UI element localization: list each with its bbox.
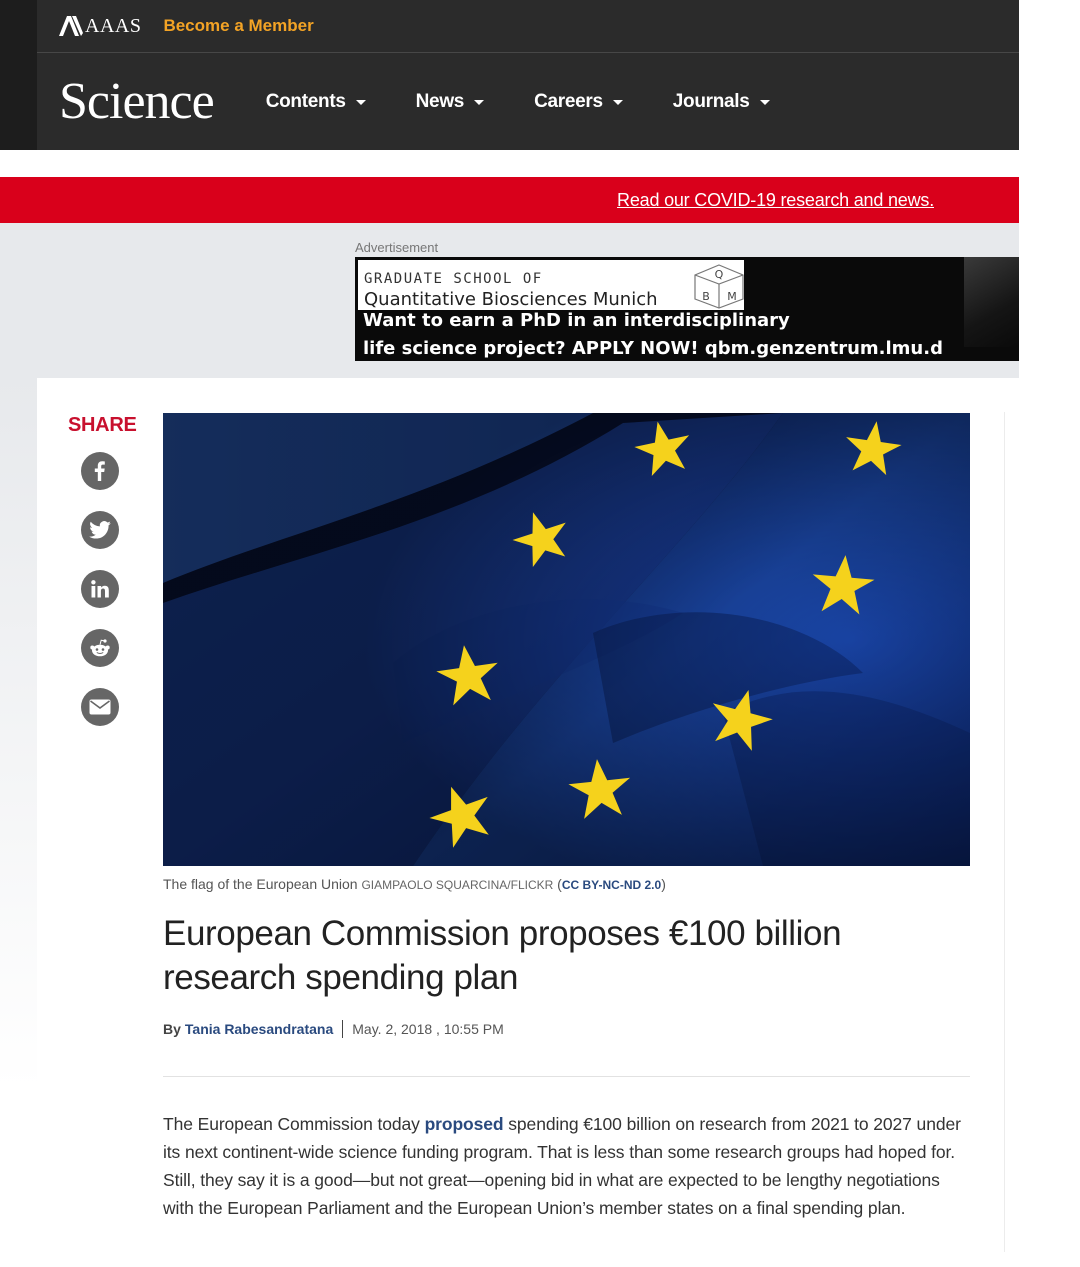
share-reddit-button[interactable] [81, 629, 119, 667]
nav-journals[interactable] [673, 91, 770, 113]
hero-image [163, 413, 970, 866]
qbm-cube-icon [691, 263, 747, 309]
ad-school-line: GRADUATE SCHOOL OF [364, 271, 543, 287]
nav-news-label: News [415, 91, 465, 112]
caption-text: The flag of the European Union [163, 876, 358, 892]
aaas-mark-icon [59, 16, 83, 36]
ad-institute-line: Quantitative Biosciences Munich [364, 289, 658, 310]
photo-credit: GIAMPAOLO SQUARCINA/FLICKR [361, 878, 554, 892]
publish-date: May. 2, 2018 , 10:55 PM [352, 1021, 504, 1037]
linkedin-icon [90, 579, 110, 599]
author-link[interactable]: Tania Rabesandratana [184, 1021, 334, 1037]
nav-journals-label: Journals [672, 91, 750, 112]
share-title: SHARE [68, 414, 137, 436]
byline-separator [342, 1020, 343, 1038]
ad-text-line-1: Want to earn a PhD in an interdisciplinary [363, 310, 790, 331]
aaas-logo[interactable] [59, 15, 141, 38]
image-caption [163, 876, 666, 892]
license-close: ) [661, 876, 666, 892]
nav-careers-label: Careers [534, 91, 603, 112]
nav-careers[interactable] [534, 91, 623, 113]
license-open: ( [553, 876, 562, 892]
email-icon [89, 699, 111, 715]
proposed-link[interactable]: proposed [424, 1114, 504, 1134]
byline [163, 1020, 504, 1038]
eu-flag-image [163, 413, 970, 866]
chevron-down-icon [613, 100, 623, 105]
share-linkedin-button[interactable] [81, 570, 119, 608]
advertisement-banner[interactable] [355, 257, 1019, 361]
article-body [163, 1110, 968, 1222]
cube-letter-right: M [727, 290, 737, 303]
share-email-button[interactable] [81, 688, 119, 726]
body-text-rest: spending €100 billion on research from 2021 to 2027 under its next continent-wide science funding program. That is less than some research groups had hoped for. Still, they say it is a good—but not great—opening bid in what are expected to be lengthy negotiations with the European Parliament and the European Union’s member states on a final spending plan. [163, 1114, 961, 1218]
article-headline: European Commission proposes €100 billion research spending plan [163, 914, 842, 997]
chevron-down-icon [760, 100, 770, 105]
become-member-link[interactable]: Become a Member [163, 16, 314, 35]
body-text-start: The European Commission today [163, 1114, 425, 1134]
aaas-label: AAAS [85, 14, 142, 37]
by-label: By [163, 1021, 181, 1037]
chevron-down-icon [474, 100, 484, 105]
covid-banner [0, 177, 1019, 223]
page-gutter [0, 0, 37, 150]
nav-contents[interactable] [266, 91, 366, 113]
covid-link[interactable]: Read our COVID-19 research and news. [617, 189, 934, 210]
advertisement-label: Advertisement [355, 240, 439, 255]
nav-news[interactable] [416, 91, 484, 113]
share-twitter-button[interactable] [81, 511, 119, 549]
facebook-icon [90, 461, 110, 481]
top-bar [37, 0, 1019, 53]
main-nav-bar [37, 54, 1019, 150]
nav-contents-label: Contents [265, 91, 346, 112]
ad-logo-panel [358, 260, 744, 310]
reddit-icon [89, 638, 111, 658]
license-link[interactable]: CC BY-NC-ND 2.0 [561, 878, 662, 892]
share-facebook-button[interactable] [81, 452, 119, 490]
twitter-icon [89, 521, 111, 539]
article-divider [163, 1076, 970, 1077]
ad-photo [964, 257, 1019, 347]
ad-text-line-2: life science project? APPLY NOW! qbm.genzentrum.lmu.d [363, 338, 943, 359]
cube-letter-top: Q [714, 268, 724, 281]
cube-letter-left: B [702, 290, 710, 303]
site-header [37, 0, 1019, 150]
chevron-down-icon [356, 100, 366, 105]
column-divider [1004, 412, 1005, 1252]
science-logo[interactable]: Science [59, 73, 214, 130]
page-gutter-lower [0, 378, 37, 1267]
